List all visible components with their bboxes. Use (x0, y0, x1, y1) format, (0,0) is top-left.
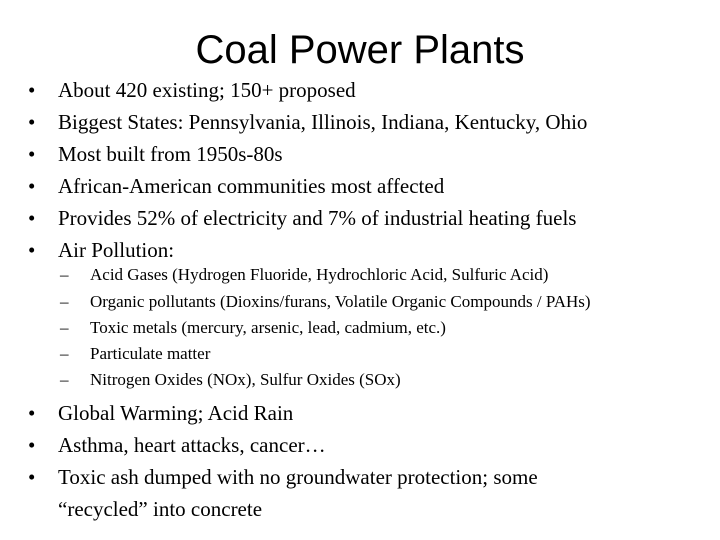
bullet-icon: • (28, 465, 36, 489)
bullet-icon: • (28, 110, 36, 134)
bullet-text: Asthma, heart attacks, cancer… (58, 433, 326, 457)
bullet-icon: • (28, 433, 36, 457)
bullet-icon: • (28, 174, 36, 198)
bullet-text-line-1: Toxic ash dumped with no groundwater protection; some (58, 465, 538, 489)
bullet-text: Air Pollution: (58, 238, 175, 262)
bullet-text: Global Warming; Acid Rain (58, 401, 294, 425)
bullet-icon: • (28, 401, 36, 425)
bullet-icon: • (28, 78, 36, 102)
bullet-icon: • (28, 142, 36, 166)
bullet-text: Provides 52% of electricity and 7% of industrial heating fuels (58, 206, 577, 230)
sub-bullet-text: Toxic metals (mercury, arsenic, lead, cadmium, etc.) (90, 318, 446, 337)
bullet-text-line-2: “recycled” into concrete (58, 497, 263, 521)
bullet-text: Biggest States: Pennsylvania, Illinois, Indiana, Kentucky, Ohio (58, 110, 588, 134)
bullet-text: Most built from 1950s-80s (58, 142, 283, 166)
sub-bullet-text: Particulate matter (90, 344, 211, 363)
dash-icon: – (60, 344, 69, 363)
bullet-text (58, 461, 538, 525)
dash-icon: – (60, 265, 69, 284)
sub-bullet-text: Organic pollutants (Dioxins/furans, Volatile Organic Compounds / PAHs) (90, 292, 591, 311)
sub-bullet-text: Acid Gases (Hydrogen Fluoride, Hydrochloric Acid, Sulfuric Acid) (90, 265, 549, 284)
dash-icon: – (60, 318, 69, 337)
bullet-icon: • (28, 238, 36, 262)
dash-icon: – (60, 370, 69, 389)
bullet-text: African-American communities most affected (58, 174, 445, 198)
slide-title: Coal Power Plants (195, 28, 525, 72)
bullet-text: About 420 existing; 150+ proposed (58, 78, 356, 102)
sub-bullet-text: Nitrogen Oxides (NOx), Sulfur Oxides (SOx) (90, 370, 401, 389)
dash-icon: – (60, 292, 69, 311)
bullet-icon: • (28, 206, 36, 230)
